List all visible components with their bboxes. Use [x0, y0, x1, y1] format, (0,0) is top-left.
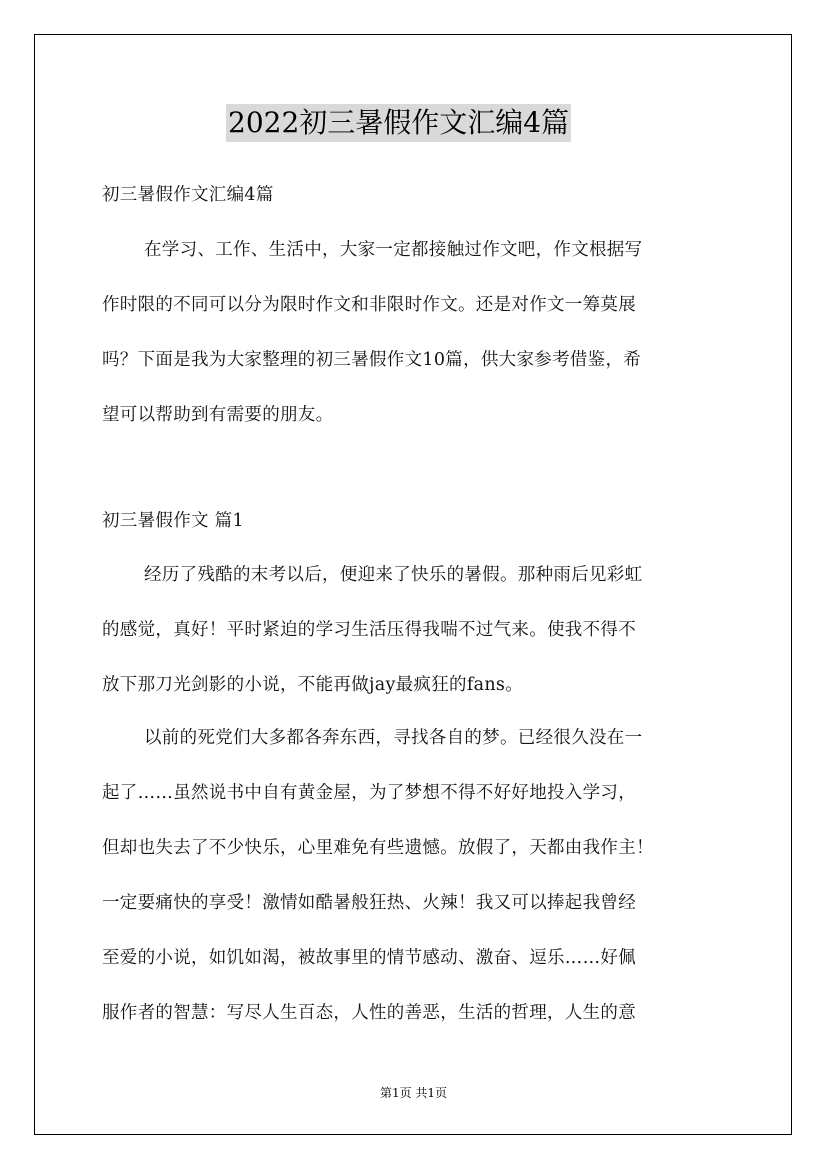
paragraph-line: 在学习、工作、生活中，大家一定都接触过作文吧，作文根据写	[144, 240, 643, 260]
paragraph-line: 的感觉，真好！平时紧迫的学习生活压得我喘不过气来。使我不得不	[102, 620, 636, 640]
paragraph-line: 望可以帮助到有需要的朋友。	[102, 405, 334, 425]
paragraph-line: 经历了残酷的末考以后，便迎来了快乐的暑假。那种雨后见彩虹	[144, 565, 643, 585]
paragraph-line: 但却也失去了不少快乐，心里难免有些遗憾。放假了，天都由我作主！	[102, 838, 654, 858]
page-number: 第1页 共1页	[379, 1086, 448, 1100]
subtitle-text: 初三暑假作文汇编4篇	[102, 185, 274, 205]
paragraph-line: 一定要痛快的享受！激情如酷暑般狂热、火辣！我又可以捧起我曾经	[102, 893, 636, 913]
page-title: 2022初三暑假作文汇编4篇	[226, 104, 571, 142]
paragraph-line: 放下那刀光剑影的小说，不能再做jay最疯狂的fans。	[102, 675, 524, 695]
section-heading-text: 初三暑假作文 篇1	[102, 511, 244, 531]
paragraph-line: 服作者的智慧：写尽人生百态，人性的善恶，生活的哲理，人生的意	[102, 1003, 636, 1023]
paragraph-line: 作时限的不同可以分为限时作文和非限时作文。还是对作文一筹莫展	[102, 295, 636, 315]
paragraph-line: 吗？下面是我为大家整理的初三暑假作文10篇，供大家参考借鉴，希	[102, 350, 642, 370]
page-footer	[0, 1084, 827, 1101]
paragraph-line: 至爱的小说，如饥如渴，被故事里的情节感动、激奋、逗乐……好佩	[102, 948, 636, 968]
paragraph-line: 以前的死党们大多都各奔东西，寻找各自的梦。已经很久没在一	[144, 728, 643, 748]
paragraph-line: 起了……虽然说书中自有黄金屋，为了梦想不得不好好地投入学习，	[102, 783, 636, 803]
